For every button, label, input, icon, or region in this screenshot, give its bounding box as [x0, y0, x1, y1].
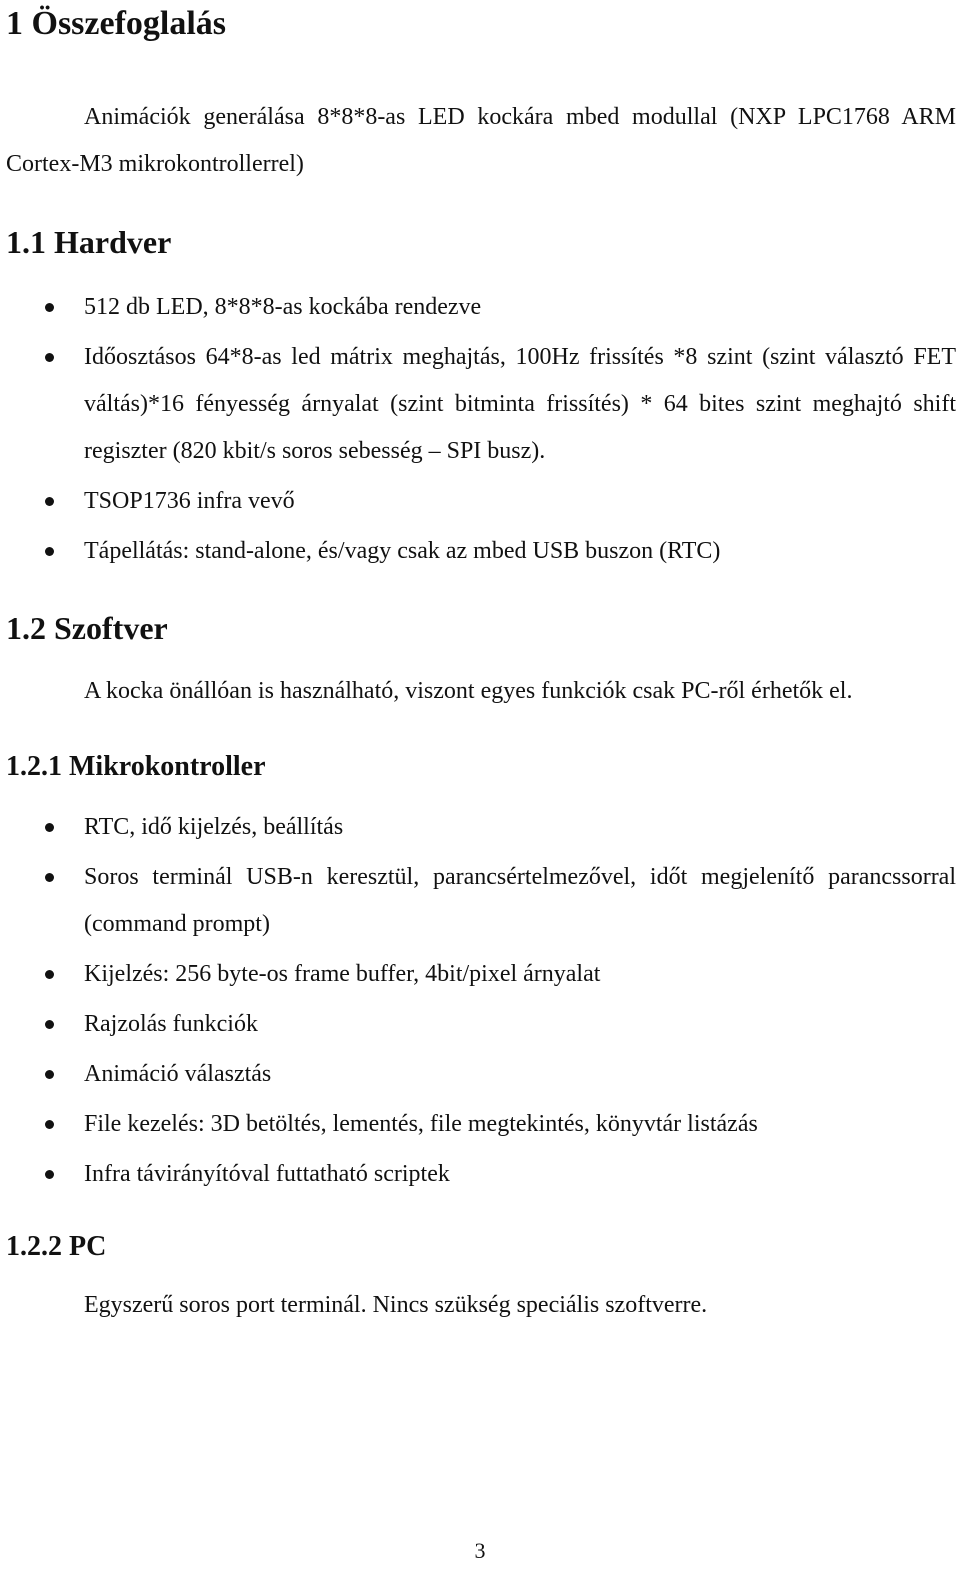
list-item-text: Infra távirányítóval futtatható scriptek	[84, 1161, 450, 1187]
bullet-icon	[45, 823, 54, 832]
list-item	[0, 854, 960, 948]
list-item-text: Soros terminál USB-n keresztül, parancsértelmezővel, időt megjelenítő parancssorral (command prompt)	[84, 864, 956, 937]
list-item-text: Időosztásos 64*8-as led mátrix meghajtás, 100Hz frissítés *8 szint (szint választó FET váltás)*16 fényesség árnyalat (szint bitminta frissítés) * 64 bites szint meghajtó shift regiszter (820 kbit/s soros sebesség – SPI busz).	[84, 344, 956, 464]
list-item-text: 512 db LED, 8*8*8-as kockába rendezve	[84, 294, 482, 320]
list-item	[0, 1101, 960, 1148]
list-item-text: Tápellátás: stand-alone, és/vagy csak az mbed USB buszon (RTC)	[84, 538, 721, 564]
hardver-list	[0, 284, 960, 575]
bullet-icon	[45, 873, 54, 882]
bullet-icon	[45, 1170, 54, 1179]
list-item-text: Kijelzés: 256 byte-os frame buffer, 4bit/pixel árnyalat	[84, 961, 601, 987]
intro-paragraph: Animációk generálása 8*8*8-as LED kockára mbed modullal (NXP LPC1768 ARM Cortex-M3 mikrokontrollerrel)	[6, 104, 956, 177]
list-item	[0, 334, 960, 475]
bullet-icon	[45, 1020, 54, 1029]
list-item-text: Animáció választás	[84, 1061, 272, 1087]
section-heading-hardver: 1.1 Hardver	[6, 224, 172, 260]
list-item	[0, 804, 960, 851]
list-item	[0, 951, 960, 998]
bullet-icon	[45, 353, 54, 362]
bullet-icon	[45, 303, 54, 312]
bullet-icon	[45, 1070, 54, 1079]
pc-paragraph: Egyszerű soros port terminál. Nincs szükség speciális szoftverre.	[84, 1292, 708, 1318]
bullet-icon	[45, 1120, 54, 1129]
list-item	[0, 478, 960, 525]
szoftver-paragraph: A kocka önállóan is használható, viszont egyes funkciók csak PC-ről érhetők el.	[84, 678, 853, 704]
page-number: 3	[474, 1538, 486, 1563]
list-item	[0, 1051, 960, 1098]
section-heading-mikrokontroller: 1.2.1 Mikrokontroller	[6, 751, 266, 782]
list-item-text: File kezelés: 3D betöltés, lementés, file megtekintés, könyvtár listázás	[84, 1111, 758, 1137]
mikrokontroller-list	[0, 804, 960, 1198]
list-item-text: Rajzolás funkciók	[84, 1011, 258, 1037]
list-item	[0, 1001, 960, 1048]
bullet-icon	[45, 547, 54, 556]
section-heading-osszefoglalas: 1 Összefoglalás	[6, 5, 227, 42]
section-heading-pc: 1.2.2 PC	[6, 1231, 107, 1262]
list-item	[0, 1151, 960, 1198]
bullet-icon	[45, 970, 54, 979]
bullet-icon	[45, 497, 54, 506]
list-item	[0, 284, 960, 331]
list-item-text: RTC, idő kijelzés, beállítás	[84, 814, 344, 840]
list-item	[0, 528, 960, 575]
list-item-text: TSOP1736 infra vevő	[84, 488, 295, 514]
section-heading-szoftver: 1.2 Szoftver	[6, 610, 168, 646]
